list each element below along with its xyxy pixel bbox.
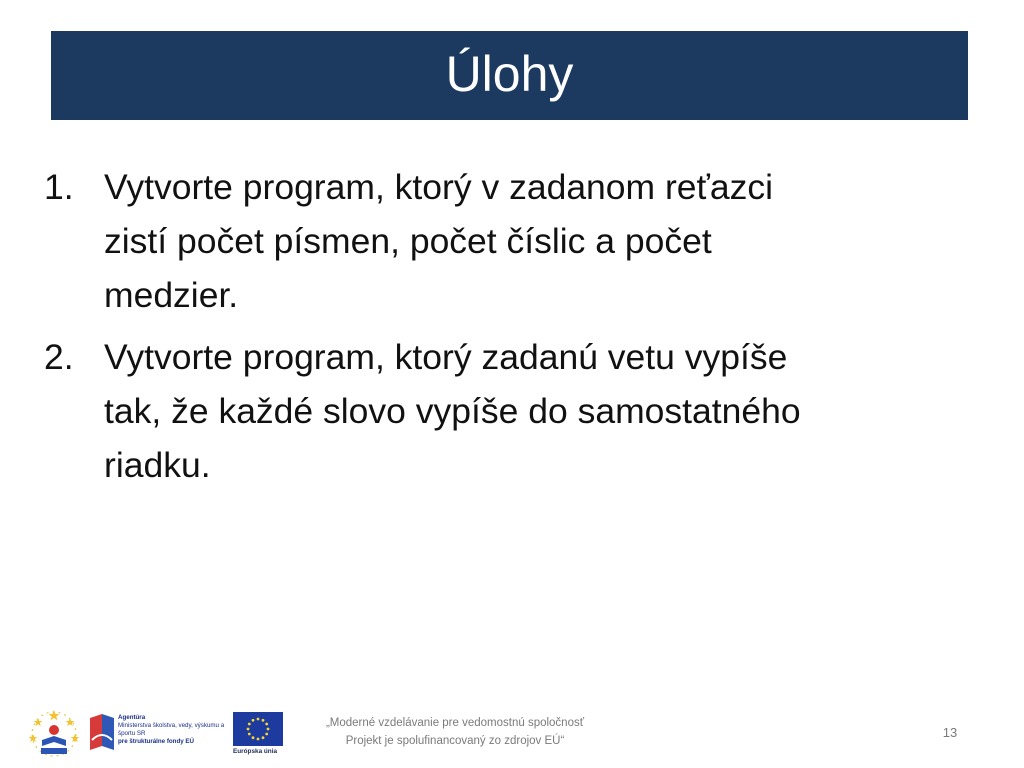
task-line: medzier. bbox=[104, 275, 239, 315]
slogan-line-2: Projekt je spolufinancovaný zo zdrojov EÚ“ bbox=[345, 735, 565, 747]
agency-text bbox=[118, 714, 236, 746]
task-line: Vytvorte program, ktorý v zadanom reťazci bbox=[104, 167, 773, 207]
agency-name: Agentúra bbox=[118, 714, 146, 721]
task-list bbox=[44, 160, 944, 500]
program-star-logo-svg bbox=[28, 708, 80, 760]
task-line: Vytvorte program, ktorý zadanú vetu vypíše bbox=[104, 337, 788, 377]
page-number: 13 bbox=[942, 725, 958, 740]
slogan-line-1: „Moderné vzdelávanie pre vedomostnú spoločnosť bbox=[325, 717, 585, 729]
eu-logo bbox=[233, 712, 285, 758]
eu-caption: Európska únia bbox=[233, 748, 278, 755]
task-item-1 bbox=[44, 160, 944, 322]
slide-footer bbox=[0, 700, 1024, 768]
task-number: 1. bbox=[44, 167, 74, 207]
task-line: riadku. bbox=[104, 445, 211, 485]
program-star-logo-icon bbox=[28, 708, 80, 760]
agency-funds: pre štrukturálne fondy EÚ bbox=[118, 738, 194, 745]
task-text bbox=[104, 330, 944, 492]
slide-title: Úlohy bbox=[445, 45, 574, 102]
eu-stars-svg bbox=[233, 712, 283, 746]
eu-flag-icon bbox=[233, 712, 283, 746]
agency-book-logo-icon bbox=[86, 710, 118, 752]
task-item-2 bbox=[44, 330, 944, 492]
task-number: 2. bbox=[44, 337, 74, 377]
task-line: zistí počet písmen, počet číslic a počet bbox=[104, 221, 712, 261]
agency-ministry: Ministerstva školstva, vedy, výskumu a športu SR bbox=[118, 722, 225, 737]
agency-logo bbox=[86, 710, 230, 752]
title-bar bbox=[51, 31, 968, 120]
footer-slogan bbox=[300, 714, 610, 750]
task-text bbox=[104, 160, 944, 322]
task-line: tak, že každé slovo vypíše do samostatného bbox=[104, 391, 801, 431]
